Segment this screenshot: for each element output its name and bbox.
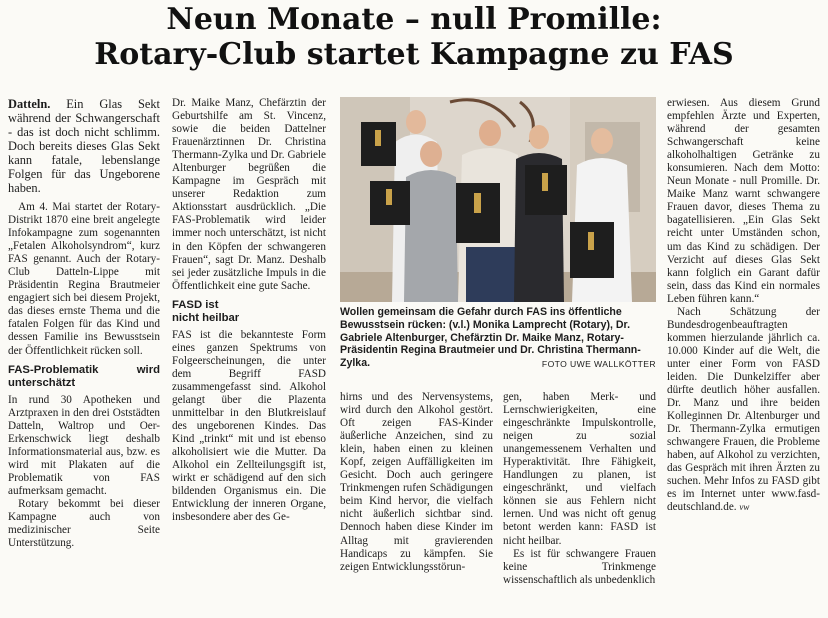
body-paragraph: Rotary bekommt bei dieser Kampagne auch von medizinischer Seite Unterstützung. xyxy=(8,497,160,550)
body-paragraph: FAS ist die bekannteste Form eines ganzen Spektrums von Folgeerscheinungen, die unter dem Begriff FASD zusammengefasst sind. Alkohol gelangt über die Plazenta unmittelbar in den Blutkreislauf des ungeborenen Kindes. Das Kind „trinkt“ mit und ist ebenso alkoholisiert wie die Mutter. Da Alkohol ein Zellteilungsgift ist, wirkt er schädigend auf den sich bildenden Organismus ein. Die Entwicklung der inneren Organe, insbesondere aber des Ge- xyxy=(172,328,326,524)
body-paragraph: Es ist für schwangere Frauen keine Trinkmenge wissenschaftlich als unbedenklich xyxy=(503,547,656,586)
column-5 xyxy=(667,97,820,515)
column-1 xyxy=(8,97,160,550)
body-paragraph: hirns und des Nervensystems, wird durch den Alkohol gestört. Oft zeigen FAS-Kinder äußerliche Anzeichen, sind zu klein, haben einen zu kleinen Kopf, zeigen Auffälligkeiten im Gesicht. Doch auch geringere Trinkmengen rufen Schädigungen beim Kind hervor, die vielfach nicht äußerlich sichtbar sind. Dennoch haben diese Kinder im Alltag mit gravierenden Handicaps zu kämpfen. Sie zeigen Entwicklungsstörun- xyxy=(340,391,493,573)
column-2 xyxy=(172,97,326,524)
subheading-line-1: FASD ist xyxy=(172,298,219,311)
subheading: FAS-Problematik wird unterschätzt xyxy=(8,363,160,389)
body-paragraph xyxy=(667,306,820,515)
headline-line-1: Neun Monate – null Promille: xyxy=(166,2,662,37)
lead-paragraph xyxy=(8,97,160,195)
caption-text: Wollen gemeinsam die Gefahr durch FAS ins öffentliche Bewusstsein rücken: (v.l.) Monika Lamprecht (Rotary), Dr. Gabriele Altenburger, Chefärztin Dr. Maike Manz, Rotary-Präsidentin Regina Brautmeier und Dr. Christina Thermann-Zylka. xyxy=(340,306,641,370)
dateline: Datteln. xyxy=(8,97,51,111)
body-paragraph: gen, haben Merk- und Lernschwierigkeiten, eine eingeschränkte Impulskontrolle, neigen zu sozial unangemessenem Verhalten und Hyperaktivität. Ihre Fähigkeit, Handlungen zu planen, ist eingeschränkt, und vielfach können sie aus Fehlern nicht lernen. Und was nicht oft genug betont werden kann: FASD ist nicht heilbar. xyxy=(503,391,656,547)
body-text: Nach Schätzung der Bundesdrogenbeauftragten kommen hierzulande jährlich ca. 10.000 Kinder auf die Welt, die unter einer Form von FASD leiden. Die Dunkelziffer aber dürfte deutlich höher ausfallen. Dr. Manz und ihre beiden Kolleginnen Dr. Altenburger und Dr. Thermann-Zylka ermutigen schwangere Frauen, die Probleme haben, auf Alkohol zu verzichten, das Gespräch mit ihren Ärzten zu suchen. Mehr Infos zu FASD gibt es im Internet unter www.fasd-deutschland.de. xyxy=(667,305,820,514)
photo-caption xyxy=(340,306,656,371)
body-paragraph: Am 4. Mai startet der Rotary-Distrikt 1870 eine breit angelegte Infokampagne zum sogenannten „Fetalen Alkoholsyndrom“, kurz FAS genannt. Auch der Rotary-Club Datteln-Lippe mit Präsidentin Regina Brautmeier engagiert sich bei diesem Projekt, das dieses ernste Thema und die fatalen Folgen für das Kind und dessen Familie ins Bewusstsein der Öffentlichkeit rücken soll. xyxy=(8,201,160,357)
headline xyxy=(0,2,828,72)
column-3 xyxy=(340,391,493,574)
headline-line-2: Rotary-Club startet Kampagne zu FAS xyxy=(94,37,734,72)
lead-text: Ein Glas Sekt während der Schwangerschaft - das ist doch nicht schlimm. Doch bereits dieses Glas Sekt kann fatale, lebenslange Folgen für das Ungeborene haben. xyxy=(8,97,160,195)
article-photo xyxy=(340,97,656,302)
author-signature: vw xyxy=(739,502,750,513)
body-paragraph: In rund 30 Apotheken und Arztpraxen in den drei Oststädten Datteln, Waltrop und Oer-Erkenschwick liegt deshalb Informationsmaterial aus, bzw. es wird mit Plakaten auf die Problematik von FAS aufmerksam gemacht. xyxy=(8,393,160,497)
column-4 xyxy=(503,391,656,587)
body-paragraph: erwiesen. Aus diesem Grund empfehlen Ärzte und Experten, während der gesamten Schwangerschaft keine alkoholhaltigen Getränke zu konsumieren. Nach dem Motto: Neun Monate - null Promille. Dr. Maike Manz warnt schwangere Frauen davor, dieses Thema zu bagatellisieren. „Ein Glas Sekt reicht unter Umständen schon, um das Kind zu schädigen. Der Verzicht auf dieses Glas Sekt kann folglich ein Garant dafür sein, dass das Kind ein normales Leben führen kann.“ xyxy=(667,97,820,305)
subheading xyxy=(172,299,326,325)
group-photo-image xyxy=(340,97,656,302)
subheading-line-2: nicht heilbar xyxy=(172,311,240,324)
body-paragraph: Dr. Maike Manz, Chefärztin der Geburtshilfe am St. Vincenz, sowie die beiden Dattelner Frauenärztinnen Dr. Christina Thermann-Zylka und Dr. Gabriele Altenburger begrüßen die Kampagne im Gespräch mit unserer Redaktion zum Aktionsstart ausdrücklich. „Die FAS-Problematik wird leider immer noch unterschätzt, ist nicht in den Köpfen der schwangeren Frauen“, sagt Dr. Manz. Deshalb sei jeder zusätzliche Impuls in die Öffentlichkeit eine gute Sache. xyxy=(172,97,326,292)
photo-credit: FOTO UWE WALLKÖTTER xyxy=(541,359,656,370)
